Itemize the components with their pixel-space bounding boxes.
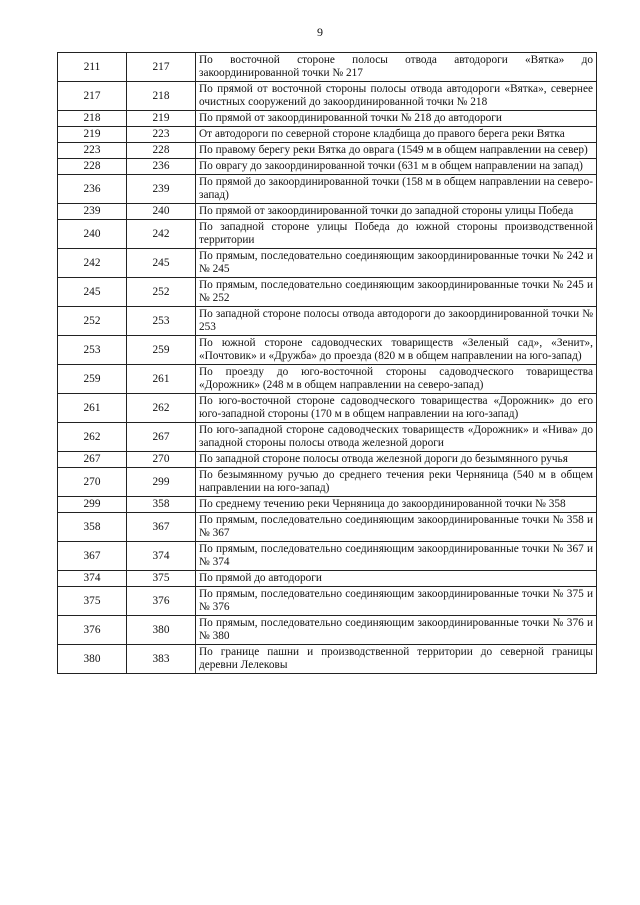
description-cell: По прямой от закоординированной точки до западной стороны улицы Победа <box>196 204 597 220</box>
description-cell: По проезду до юго-восточной стороны садоводческого товарищества «Дорожник» (248 м в общем направлении на северо-запад) <box>196 365 597 394</box>
point-to-cell: 228 <box>127 143 196 159</box>
point-from-cell: 236 <box>58 175 127 204</box>
point-to-cell: 239 <box>127 175 196 204</box>
point-to-cell: 375 <box>127 571 196 587</box>
description-cell: По оврагу до закоординированной точки (631 м в общем направлении на запад) <box>196 159 597 175</box>
table-row <box>58 220 597 249</box>
table-row <box>58 616 597 645</box>
table-row <box>58 127 597 143</box>
table-row <box>58 645 597 674</box>
table-row <box>58 423 597 452</box>
point-to-cell: 240 <box>127 204 196 220</box>
point-from-cell: 374 <box>58 571 127 587</box>
point-to-cell: 380 <box>127 616 196 645</box>
table-row <box>58 143 597 159</box>
description-cell: По прямой от восточной стороны полосы отвода автодороги «Вятка», севернее очистных сооружений до закоординированной точки № 218 <box>196 82 597 111</box>
boundary-table <box>57 52 597 674</box>
point-to-cell: 252 <box>127 278 196 307</box>
point-to-cell: 245 <box>127 249 196 278</box>
table-row <box>58 249 597 278</box>
point-to-cell: 376 <box>127 587 196 616</box>
description-cell: По прямым, последовательно соединяющим закоординированные точки № 367 и № 374 <box>196 542 597 571</box>
table-row <box>58 571 597 587</box>
point-from-cell: 252 <box>58 307 127 336</box>
description-cell: По безымянному ручью до среднего течения реки Черняница (540 м в общем направлении на юго-запад) <box>196 468 597 497</box>
point-from-cell: 261 <box>58 394 127 423</box>
point-from-cell: 380 <box>58 645 127 674</box>
point-to-cell: 299 <box>127 468 196 497</box>
point-to-cell: 270 <box>127 452 196 468</box>
description-cell: По прямой до закоординированной точки (158 м в общем направлении на северо-запад) <box>196 175 597 204</box>
point-to-cell: 383 <box>127 645 196 674</box>
point-to-cell: 374 <box>127 542 196 571</box>
page-number: 9 <box>317 25 323 39</box>
point-from-cell: 267 <box>58 452 127 468</box>
point-to-cell: 219 <box>127 111 196 127</box>
table-row <box>58 365 597 394</box>
point-from-cell: 375 <box>58 587 127 616</box>
point-to-cell: 367 <box>127 513 196 542</box>
description-cell: По юго-западной стороне садоводческих товариществ «Дорожник» и «Нива» до западной стороны полосы отвода железной дороги <box>196 423 597 452</box>
description-cell: По прямым, последовательно соединяющим закоординированные точки № 376 и № 380 <box>196 616 597 645</box>
description-cell: По прямым, последовательно соединяющим закоординированные точки № 245 и № 252 <box>196 278 597 307</box>
description-cell: По юго-восточной стороне садоводческого товарищества «Дорожник» до его юго-западной стороны (170 м в общем направлении на юго-запад) <box>196 394 597 423</box>
point-from-cell: 367 <box>58 542 127 571</box>
point-from-cell: 228 <box>58 159 127 175</box>
point-to-cell: 217 <box>127 53 196 82</box>
point-to-cell: 261 <box>127 365 196 394</box>
point-from-cell: 262 <box>58 423 127 452</box>
table-row <box>58 159 597 175</box>
point-from-cell: 223 <box>58 143 127 159</box>
table-row <box>58 336 597 365</box>
point-to-cell: 262 <box>127 394 196 423</box>
point-to-cell: 236 <box>127 159 196 175</box>
table-row <box>58 542 597 571</box>
description-cell: По западной стороне полосы отвода железной дороги до безымянного ручья <box>196 452 597 468</box>
point-to-cell: 358 <box>127 497 196 513</box>
table-row <box>58 175 597 204</box>
point-from-cell: 259 <box>58 365 127 394</box>
point-from-cell: 245 <box>58 278 127 307</box>
point-to-cell: 223 <box>127 127 196 143</box>
point-from-cell: 217 <box>58 82 127 111</box>
point-from-cell: 299 <box>58 497 127 513</box>
point-from-cell: 376 <box>58 616 127 645</box>
description-cell: По прямым, последовательно соединяющим закоординированные точки № 375 и № 376 <box>196 587 597 616</box>
point-to-cell: 253 <box>127 307 196 336</box>
description-cell: По прямой от закоординированной точки № 218 до автодороги <box>196 111 597 127</box>
description-cell: По среднему течению реки Черняница до закоординированной точки № 358 <box>196 497 597 513</box>
boundary-table-body <box>58 53 597 674</box>
point-from-cell: 242 <box>58 249 127 278</box>
table-row <box>58 53 597 82</box>
description-cell: По правому берегу реки Вятка до оврага (1549 м в общем направлении на север) <box>196 143 597 159</box>
table-row <box>58 587 597 616</box>
description-cell: По восточной стороне полосы отвода автодороги «Вятка» до закоординированной точки № 217 <box>196 53 597 82</box>
description-cell: По западной стороне полосы отвода автодороги до закоординированной точки № 253 <box>196 307 597 336</box>
point-from-cell: 239 <box>58 204 127 220</box>
table-row <box>58 468 597 497</box>
description-cell: По южной стороне садоводческих товариществ «Зеленый сад», «Зенит», «Почтовик» и «Дружба» до проезда (820 м в общем направлении на юго-запад) <box>196 336 597 365</box>
description-cell: По границе пашни и производственной территории до северной границы деревни Лелековы <box>196 645 597 674</box>
point-from-cell: 253 <box>58 336 127 365</box>
description-cell: От автодороги по северной стороне кладбища до правого берега реки Вятка <box>196 127 597 143</box>
point-from-cell: 211 <box>58 53 127 82</box>
table-row <box>58 204 597 220</box>
point-from-cell: 270 <box>58 468 127 497</box>
point-to-cell: 259 <box>127 336 196 365</box>
description-cell: По прямым, последовательно соединяющим закоординированные точки № 358 и № 367 <box>196 513 597 542</box>
description-cell: По прямой до автодороги <box>196 571 597 587</box>
point-from-cell: 218 <box>58 111 127 127</box>
description-cell: По прямым, последовательно соединяющим закоординированные точки № 242 и № 245 <box>196 249 597 278</box>
table-row <box>58 111 597 127</box>
point-to-cell: 267 <box>127 423 196 452</box>
table-row <box>58 497 597 513</box>
table-row <box>58 82 597 111</box>
point-from-cell: 358 <box>58 513 127 542</box>
point-from-cell: 240 <box>58 220 127 249</box>
description-cell: По западной стороне улицы Победа до южной стороны производственной территории <box>196 220 597 249</box>
point-to-cell: 218 <box>127 82 196 111</box>
point-to-cell: 242 <box>127 220 196 249</box>
table-row <box>58 394 597 423</box>
table-row <box>58 452 597 468</box>
table-row <box>58 307 597 336</box>
table-row <box>58 513 597 542</box>
table-row <box>58 278 597 307</box>
point-from-cell: 219 <box>58 127 127 143</box>
